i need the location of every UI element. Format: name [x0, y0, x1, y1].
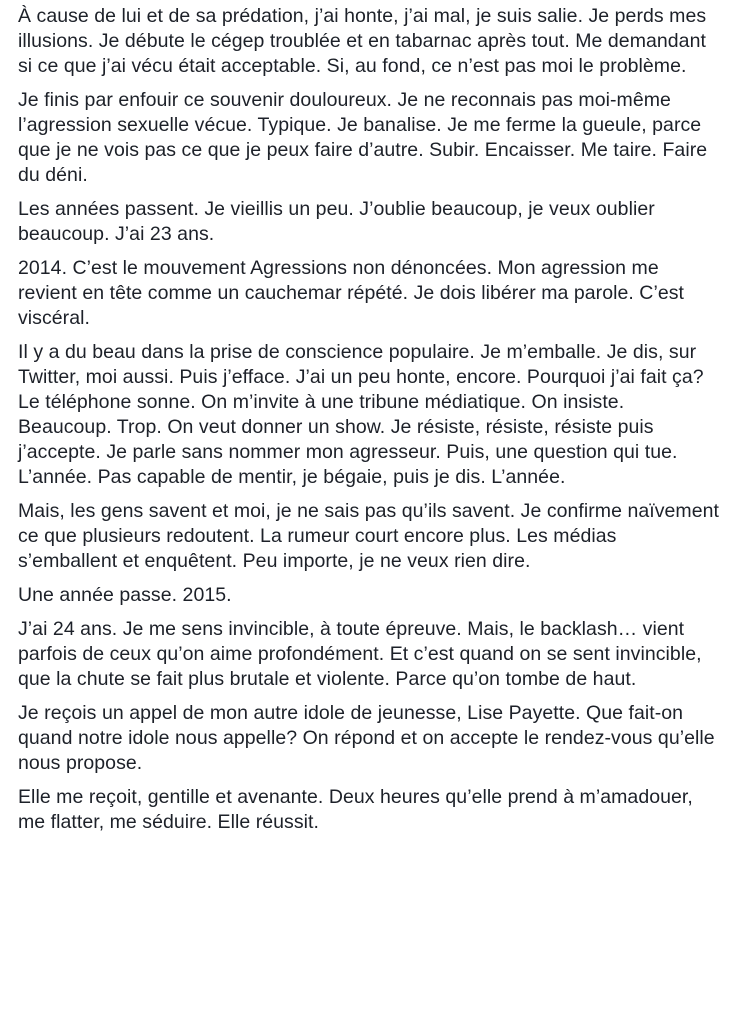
paragraph: Mais, les gens savent et moi, je ne sais pas qu’ils savent. Je confirme naïvement ce que plusieurs redoutent. La rumeur court encore plus. Les médias s’emballent et enquêtent. Peu importe, je ne veux rien dire. — [18, 500, 719, 572]
paragraph: Elle me reçoit, gentille et avenante. Deux heures qu’elle prend à m’amadouer, me flatter, me séduire. Elle réussit. — [18, 786, 693, 833]
paragraph: 2014. C’est le mouvement Agressions non dénoncées. Mon agression me revient en tête comme un cauchemar répété. Je dois libérer ma parole. C’est viscéral. — [18, 257, 684, 329]
paragraph: Je finis par enfouir ce souvenir douloureux. Je ne reconnais pas moi-même l’agression sexuelle vécue. Typique. Je banalise. Je me ferme la gueule, parce que je ne vois pas ce que je peux faire d’autre. Subir. Encaisser. Me taire. Faire du déni. — [18, 89, 708, 186]
paragraph: J’ai 24 ans. Je me sens invincible, à toute épreuve. Mais, le backlash… vient parfois de ceux qu’on aime profondément. Et c’est quand on se sent invincible, que la chute se fait plus brutale et violente. Parce qu’on tombe de haut. — [18, 618, 702, 690]
paragraph: Les années passent. Je vieillis un peu. J’oublie beaucoup, je veux oublier beaucoup. J’ai 23 ans. — [18, 198, 655, 245]
paragraph: Je reçois un appel de mon autre idole de jeunesse, Lise Payette. Que fait-on quand notre idole nous appelle? On répond et on accepte le rendez-vous qu’elle nous propose. — [18, 702, 715, 774]
paragraph: Il y a du beau dans la prise de conscience populaire. Je m’emballe. Je dis, sur Twitter, moi aussi. Puis j’efface. J’ai un peu honte, encore. Pourquoi j’ai fait ça? Le téléphone sonne. On m’invite à une tribune médiatique. On insiste. Beaucoup. Trop. On veut donner un show. Je résiste, résiste, résiste puis j’accepte. Je parle sans nommer mon agresseur. Puis, une question qui tue. L’année. Pas capable de mentir, je bégaie, puis je dis. L’année. — [18, 341, 704, 488]
paragraph: Une année passe. 2015. — [18, 584, 232, 606]
paragraph: À cause de lui et de sa prédation, j’ai honte, j’ai mal, je suis salie. Je perds mes illusions. Je débute le cégep troublée et en tabarnac après tout. Me demandant si ce que j’ai vécu était acceptable. Si, au fond, ce n’est pas moi le problème. — [18, 5, 707, 77]
